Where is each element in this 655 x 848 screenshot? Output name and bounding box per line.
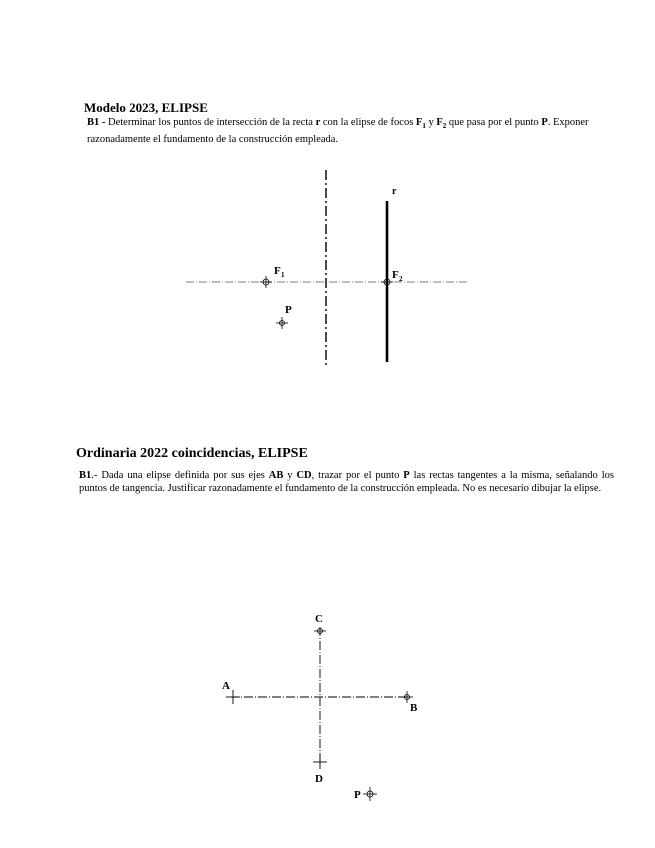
- problem2-text-3: , trazar por el punto: [311, 470, 404, 481]
- figure1-label-p: P: [285, 304, 292, 316]
- figure2-label-a: A: [222, 680, 230, 692]
- figure2-point-d-mark: [313, 755, 327, 769]
- problem1-text-4: . Exponer razonadamente el fundamento de la construcción empleada.: [87, 117, 589, 146]
- figure2-label-p: P: [354, 789, 361, 801]
- problem2-text-4: las rectas tangentes a la misma, señalando los puntos de tangencia. Justificar razonadamente el fundamento de la construcción empleada. No es necesario dibujar la elipse.: [79, 470, 614, 494]
- problem1-heading: Modelo 2023, ELIPSE: [84, 100, 208, 115]
- problem2-text-2: y: [283, 470, 297, 481]
- problem2-axis-cd: CD: [296, 470, 312, 481]
- problem1-focus-f1-letter: F: [415, 117, 423, 128]
- problem1-text-1: Determinar los puntos de intersección de la recta: [105, 117, 316, 128]
- problem2-point-p: P: [403, 470, 410, 481]
- problem1-focus-f2-sub: 2: [442, 122, 447, 131]
- figure1-label-f2: F: [392, 269, 399, 281]
- problem2-axis-ab: AB: [268, 470, 284, 481]
- problem1-text-2: con la elipse de focos: [320, 117, 416, 128]
- figure2-point-a-mark: [226, 690, 240, 704]
- figure2-label-c: C: [315, 613, 323, 625]
- figure1-focus-f1-mark: [260, 276, 272, 288]
- problem2-b-label: B1: [79, 470, 92, 481]
- problem1-focus-f1-sub: 1: [422, 122, 426, 131]
- figure1-label-f2-sub: 2: [399, 275, 403, 283]
- problem1-line-r: r: [315, 117, 321, 128]
- problem1-point-p: P: [541, 117, 548, 128]
- figure2-label-d: D: [315, 773, 323, 785]
- problem2-text-1: .- Dada una elipse definida por sus ejes: [91, 470, 269, 481]
- problem1-text-and: y: [425, 117, 437, 128]
- figure2-point-p-mark: [363, 787, 377, 801]
- problem2-heading: Ordinaria 2022 coincidencias, ELIPSE: [76, 446, 308, 461]
- problem1-text-3: que pasa por el punto: [446, 117, 542, 128]
- figure2-label-b: B: [410, 702, 418, 714]
- figure2: [222, 613, 418, 801]
- figure1: [186, 170, 468, 365]
- problem1-b-label: B1 -: [87, 117, 106, 128]
- figure1-label-f1: F: [274, 265, 281, 277]
- figure1-point-p-mark: [276, 317, 288, 329]
- problem1-focus-f2-letter: F: [436, 117, 443, 128]
- figure1-label-r: r: [392, 186, 397, 197]
- figure1-label-f1-sub: 1: [281, 271, 285, 279]
